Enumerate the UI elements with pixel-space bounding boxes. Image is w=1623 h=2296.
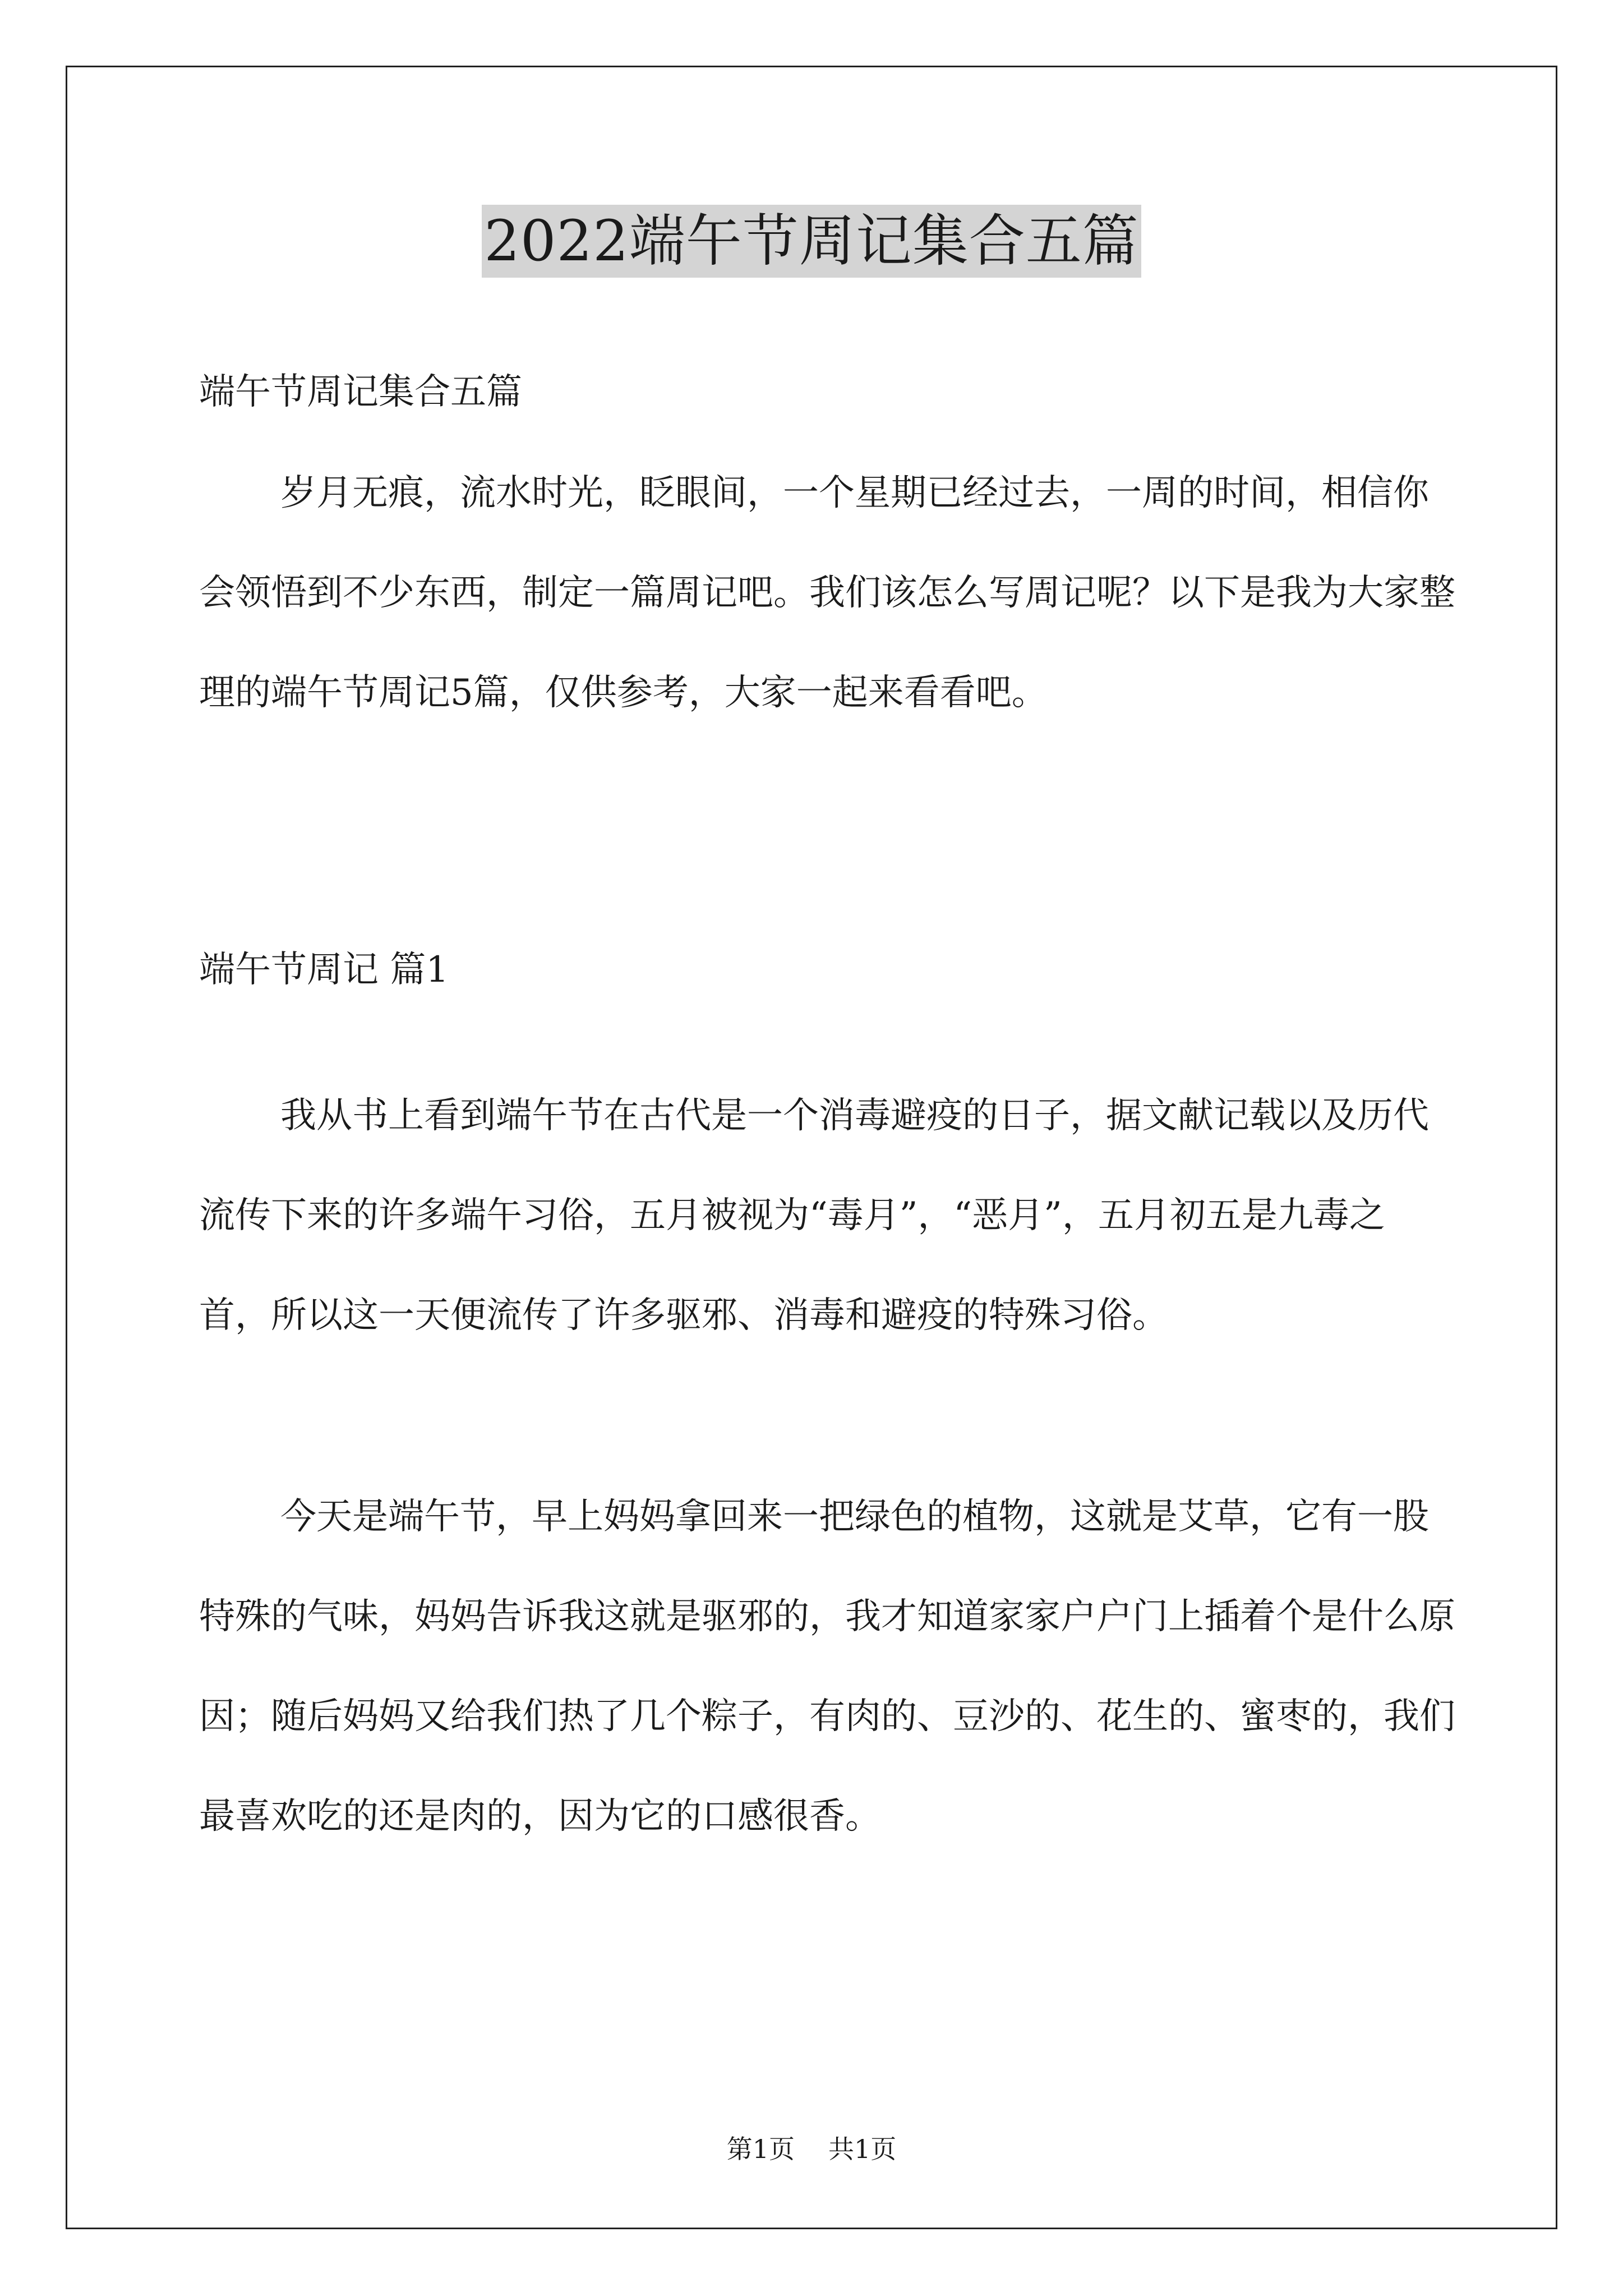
- page-total: 共1页: [828, 2134, 897, 2164]
- page-number: 第1页: [726, 2134, 795, 2164]
- body-paragraph: 今天是端午节，早上妈妈拿回来一把绿色的植物，这就是艾草，它有一股特殊的气味，妈妈告诉我这就是驱邪的，我才知道家家户户门上插着个是什么原因；随后妈妈又给我们热了几个粽子，有肉的、豆沙的、花生的、蜜枣的，我们最喜欢吃的还是肉的，因为它的口感很香。: [199, 1496, 1455, 1837]
- document-title: 2022端午节周记集合五篇: [482, 205, 1141, 278]
- body-paragraph: 我从书上看到端午节在古代是一个消毒避疫的日子，据文献记载以及历代流传下来的许多端午习俗，五月被视为“毒月”，“恶月”，五月初五是九毒之首，所以这一天便流传了许多驱邪、消毒和避疫的特殊习俗。: [199, 1095, 1429, 1336]
- subtitle: 端午节周记集合五篇: [199, 371, 522, 413]
- page-footer: [0, 2129, 1623, 2166]
- title-container: [0, 205, 1623, 278]
- intro-paragraph: 岁月无痕，流水时光，眨眼间，一个星期已经过去，一周的时间，相信你会领悟到不少东西，制定一篇周记吧。我们该怎么写周记呢？以下是我为大家整理的端午节周记5篇，仅供参考，大家一起来看看吧。: [199, 472, 1455, 714]
- section-heading: 端午节周记 篇1: [199, 949, 449, 991]
